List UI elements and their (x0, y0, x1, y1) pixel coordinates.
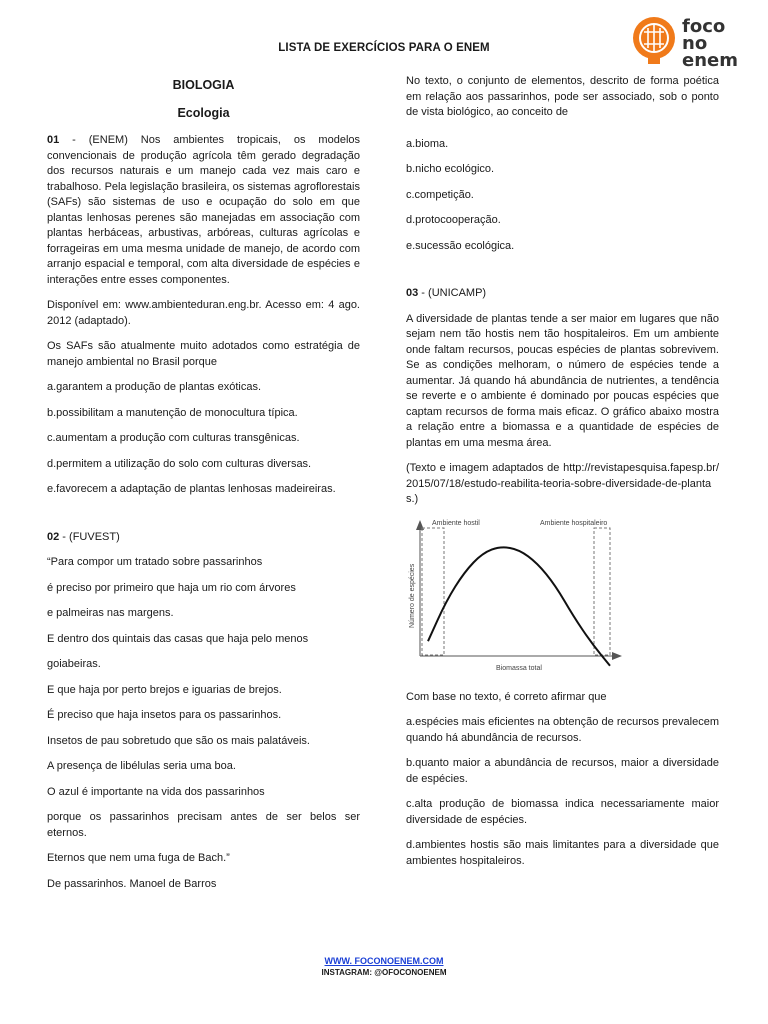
x-axis-label: Biomassa total (496, 664, 542, 672)
poem (47, 555, 360, 892)
question-1-option-e: e.favorecem a adaptação de plantas lenhosas madeireiras. (47, 483, 336, 495)
left-column (47, 78, 360, 902)
poem-line: Insetos de pau sobretudo que são os mais palatáveis. (47, 734, 310, 747)
poem-line: O azul é importante na vida dos passarinhos (47, 785, 265, 798)
poem-line: E dentro dos quintais das casas que haja pelo menos (47, 632, 309, 645)
question-2-number: 02 (47, 530, 60, 543)
instagram-handle: INSTAGRAM: @OFOCONOENEM (321, 968, 447, 977)
question-2-header (47, 530, 360, 546)
question-3-option-d: d.ambientes hostis são mais limitantes para a diversidade que ambientes hospitaleiros. (406, 839, 719, 867)
question-2-option-d: d.protocooperação. (406, 214, 501, 226)
x-axis-arrow (612, 652, 622, 660)
question-1-option-a: a.garantem a produção de plantas exóticas. (47, 381, 262, 393)
question-1-source: Disponível em: www.ambienteduran.eng.br. Acesso em: 4 ago. 2012 (adaptado). (47, 299, 360, 327)
brand-logo (630, 14, 760, 71)
hospitable-zone (594, 528, 610, 655)
question-2-option-e: e.sucessão ecológica. (406, 239, 515, 252)
poem-line: porque os passarinhos precisam antes de ser belos ser eternos. (47, 811, 360, 839)
question-1-body: - (ENEM) Nos ambientes tropicais, os modelos convencionais de produção agrícola têm gerado degradação dos recursos naturais e um manejo cada vez mais caro e trabalhoso. Pela legislação brasileira, os sistemas agroflorestais (SAFs) são sistemas de uso e ocupação do solo em que plantas lenhosas perenes são manejadas em associação com plantas herbáceas, arbustivas, arbóreas, culturas agrícolas e forrageiras em uma mesma unidade de manejo, de acordo com arranjo espacial e temporal, com alta diversidade de espécies e interações entre esses componentes. (47, 134, 360, 286)
question-3-option-b: b.quanto maior a abundância de recursos, maior a diversidade de espécies. (406, 757, 719, 785)
y-axis-label: Número de espécies (409, 563, 416, 628)
poem-line: “Para compor um tratado sobre passarinhos (47, 556, 263, 568)
brain-icon (630, 14, 680, 66)
poem-line: É preciso que haja insetos para os passarinhos. (47, 709, 282, 721)
poem-line: A presença de libélulas seria uma boa. (47, 760, 236, 772)
question-2-option-c: c.competição. (406, 188, 474, 201)
question-3-source: (Texto e imagem adaptados de http://revistapesquisa.fapesp.br/2015/07/18/estudo-reabilita-teoria-sobre-diversidade-de-plantas.) (406, 462, 719, 505)
hostile-zone (422, 528, 444, 655)
question-3-number: 03 (406, 287, 419, 299)
page-title: LISTA DE EXERCÍCIOS PARA O ENEM (278, 42, 490, 54)
question-3-option-c: c.alta produção de biomassa indica necessariamente maior diversidade de espécies. (406, 798, 719, 826)
question-1-option-d: d.permitem a utilização do solo com culturas diversas. (47, 457, 312, 470)
annotation-hospitable: Ambiente hospitaleiro (540, 519, 608, 527)
question-2-option-a: a.bioma. (406, 137, 449, 150)
question-1-option-c: c.aumentam a produção com culturas transgênicas. (47, 432, 300, 444)
question-3-header (406, 286, 719, 302)
question-2-prompt: No texto, o conjunto de elementos, descrito de forma poética em relação aos passarinhos, pode ser associado, sob o ponto de vista biológico, ao conceito de (406, 75, 719, 118)
website-link[interactable]: WWW. FOCONOENEM.COM (324, 956, 444, 966)
biomass-species-chart (406, 518, 626, 678)
poem-line: Eternos que nem uma fuga de Bach.” (47, 852, 230, 864)
logo-line-2: no enem (682, 33, 738, 71)
question-3-option-a: a.espécies mais eficientes na obtenção de recursos prevalecem quando há abundância de recursos. (406, 716, 719, 744)
question-1-prompt: Os SAFs são atualmente muito adotados como estratégia de manejo ambiental no Brasil porque (47, 340, 360, 368)
question-2-option-b: b.nicho ecológico. (406, 163, 495, 175)
question-1-number: 01 (47, 134, 60, 146)
right-column (406, 74, 719, 879)
poem-line: e palmeiras nas margens. (47, 607, 174, 619)
question-1-option-b: b.possibilitam a manutenção de monocultura típica. (47, 406, 298, 419)
poem-line: goiabeiras. (47, 658, 101, 670)
logo-line-1: foco (682, 16, 726, 37)
species-curve (428, 547, 610, 665)
question-1-text (47, 133, 360, 288)
poem-line: E que haja por perto brejos e iguarias de brejos. (47, 683, 282, 696)
topic-heading: Ecologia (177, 105, 230, 120)
question-2-label: - (FUVEST) (59, 530, 120, 543)
question-3-text: A diversidade de plantas tende a ser maior em lugares que não sejam nem tão hostis nem tão hospitaleiros. Em um ambiente onde faltam recursos, poucas espécies de plantas sobrevivem. Se as condições melhoram, o número de espécies tende a aumentar. Já quando há abundância de nutrientes, a tendência se reverte e o ambiente é dominado por poucas espécies que captam recursos de forma mais eficaz. O gráfico abaixo mostra a relação entre a biomassa e a quantidade de espécies de plantas em uma mesma área. (406, 312, 719, 449)
annotation-hostile: Ambiente hostil (432, 519, 480, 527)
subject-heading: BIOLOGIA (172, 78, 235, 92)
question-3-label: - (UNICAMP) (418, 287, 487, 299)
poem-line: é preciso por primeiro que haja um rio com árvores (47, 581, 296, 594)
poem-line: De passarinhos. Manoel de Barros (47, 877, 217, 890)
question-3-prompt: Com base no texto, é correto afirmar que (406, 690, 607, 703)
